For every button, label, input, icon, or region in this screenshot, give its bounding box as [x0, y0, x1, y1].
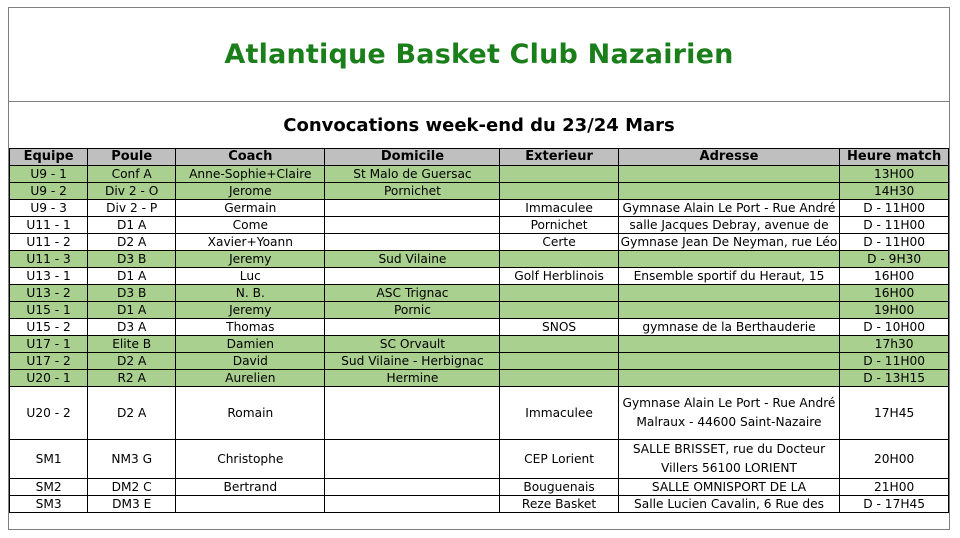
cell-exterieur: Bouguenais — [500, 479, 618, 496]
cell-domicile — [325, 479, 500, 496]
cell-adresse: Gymnase Jean De Neyman, rue Léo — [618, 234, 840, 251]
cell-exterieur — [500, 251, 618, 268]
cell-exterieur — [500, 285, 618, 302]
cell-coach — [176, 496, 325, 513]
cell-heure: D - 17H45 — [840, 496, 949, 513]
cell-heure: 13H00 — [840, 166, 949, 183]
cell-domicile — [325, 234, 500, 251]
cell-equipe: U9 - 1 — [10, 166, 88, 183]
cell-exterieur: SNOS — [500, 319, 618, 336]
cell-adresse: salle Jacques Debray, avenue de — [618, 217, 840, 234]
cell-exterieur: CEP Lorient — [500, 440, 618, 479]
cell-domicile — [325, 387, 500, 440]
club-title: Atlantique Basket Club Nazairien — [224, 39, 734, 70]
cell-equipe: SM1 — [10, 440, 88, 479]
cell-exterieur: Immaculee — [500, 200, 618, 217]
cell-heure: D - 11H00 — [840, 200, 949, 217]
table-row — [10, 183, 949, 200]
schedule-sheet — [8, 7, 950, 530]
cell-poule: Elite B — [88, 336, 176, 353]
table-row — [10, 319, 949, 336]
cell-exterieur: Pornichet — [500, 217, 618, 234]
cell-heure: 17h30 — [840, 336, 949, 353]
col-header-poule: Poule — [88, 149, 176, 166]
cell-domicile — [325, 268, 500, 285]
cell-equipe: U11 - 1 — [10, 217, 88, 234]
cell-heure: D - 9H30 — [840, 251, 949, 268]
cell-exterieur: Golf Herblinois — [500, 268, 618, 285]
cell-domicile: Pornic — [325, 302, 500, 319]
cell-adresse — [618, 166, 840, 183]
cell-poule: Div 2 - P — [88, 200, 176, 217]
cell-domicile: Sud Vilaine - Herbignac — [325, 353, 500, 370]
cell-heure: 16H00 — [840, 285, 949, 302]
cell-poule: D2 A — [88, 387, 176, 440]
cell-equipe: U20 - 1 — [10, 370, 88, 387]
cell-coach: Jeremy — [176, 251, 325, 268]
cell-adresse — [618, 183, 840, 200]
cell-equipe: U11 - 2 — [10, 234, 88, 251]
cell-coach: N. B. — [176, 285, 325, 302]
table-header-row — [10, 149, 949, 166]
col-header-domicile: Domicile — [325, 149, 500, 166]
cell-heure: D - 11H00 — [840, 234, 949, 251]
cell-adresse: Gymnase Alain Le Port - Rue André — [618, 200, 840, 217]
cell-poule: D3 A — [88, 319, 176, 336]
table-row — [10, 268, 949, 285]
cell-adresse: SALLE BRISSET, rue du Docteur Villers 56100 LORIENT — [618, 440, 840, 479]
cell-adresse: Gymnase Alain Le Port - Rue André Malraux - 44600 Saint-Nazaire — [618, 387, 840, 440]
cell-domicile — [325, 496, 500, 513]
cell-heure: 17H45 — [840, 387, 949, 440]
cell-domicile: St Malo de Guersac — [325, 166, 500, 183]
cell-exterieur — [500, 370, 618, 387]
cell-heure: D - 11H00 — [840, 217, 949, 234]
cell-exterieur — [500, 166, 618, 183]
cell-coach: Luc — [176, 268, 325, 285]
table-row — [10, 496, 949, 513]
cell-equipe: SM2 — [10, 479, 88, 496]
cell-poule: DM2 C — [88, 479, 176, 496]
cell-domicile — [325, 440, 500, 479]
cell-poule: D1 A — [88, 217, 176, 234]
table-row — [10, 353, 949, 370]
cell-coach: Romain — [176, 387, 325, 440]
cell-heure: D - 10H00 — [840, 319, 949, 336]
cell-equipe: U20 - 2 — [10, 387, 88, 440]
table-row — [10, 285, 949, 302]
cell-exterieur: Immaculee — [500, 387, 618, 440]
cell-equipe: U17 - 1 — [10, 336, 88, 353]
cell-adresse — [618, 353, 840, 370]
cell-equipe: U15 - 2 — [10, 319, 88, 336]
cell-coach: David — [176, 353, 325, 370]
cell-adresse — [618, 336, 840, 353]
cell-domicile: Hermine — [325, 370, 500, 387]
table-row — [10, 200, 949, 217]
title-box — [9, 8, 949, 102]
cell-poule: Conf A — [88, 166, 176, 183]
cell-poule: D1 A — [88, 268, 176, 285]
cell-coach: Xavier+Yoann — [176, 234, 325, 251]
cell-coach: Aurelien — [176, 370, 325, 387]
cell-adresse — [618, 370, 840, 387]
table-row — [10, 479, 949, 496]
cell-coach: Jerome — [176, 183, 325, 200]
cell-coach: Thomas — [176, 319, 325, 336]
cell-exterieur — [500, 353, 618, 370]
cell-equipe: U13 - 2 — [10, 285, 88, 302]
cell-equipe: U9 - 2 — [10, 183, 88, 200]
cell-adresse — [618, 302, 840, 319]
cell-poule: DM3 E — [88, 496, 176, 513]
cell-coach: Bertrand — [176, 479, 325, 496]
table-row — [10, 336, 949, 353]
cell-exterieur — [500, 336, 618, 353]
table-row — [10, 370, 949, 387]
cell-poule: D3 B — [88, 285, 176, 302]
cell-poule: Div 2 - O — [88, 183, 176, 200]
table-row — [10, 251, 949, 268]
col-header-heure: Heure match — [840, 149, 949, 166]
table-row — [10, 440, 949, 479]
cell-poule: D3 B — [88, 251, 176, 268]
cell-exterieur — [500, 302, 618, 319]
col-header-equipe: Equipe — [10, 149, 88, 166]
cell-adresse: SALLE OMNISPORT DE LA — [618, 479, 840, 496]
cell-coach: Come — [176, 217, 325, 234]
cell-heure: 21H00 — [840, 479, 949, 496]
cell-domicile: Sud Vilaine — [325, 251, 500, 268]
cell-adresse — [618, 285, 840, 302]
cell-domicile: Pornichet — [325, 183, 500, 200]
table-row — [10, 234, 949, 251]
table-body — [10, 166, 949, 513]
cell-equipe: U11 - 3 — [10, 251, 88, 268]
schedule-table — [9, 148, 949, 513]
cell-adresse: Salle Lucien Cavalin, 6 Rue des — [618, 496, 840, 513]
col-header-coach: Coach — [176, 149, 325, 166]
cell-coach: Damien — [176, 336, 325, 353]
cell-coach: Jeremy — [176, 302, 325, 319]
table-row — [10, 166, 949, 183]
table-row — [10, 217, 949, 234]
cell-domicile: ASC Trignac — [325, 285, 500, 302]
cell-poule: D2 A — [88, 234, 176, 251]
table-row — [10, 387, 949, 440]
cell-domicile — [325, 217, 500, 234]
cell-poule: NM3 G — [88, 440, 176, 479]
cell-heure: 19H00 — [840, 302, 949, 319]
col-header-adresse: Adresse — [618, 149, 840, 166]
table-row — [10, 302, 949, 319]
cell-poule: D1 A — [88, 302, 176, 319]
cell-poule: D2 A — [88, 353, 176, 370]
cell-poule: R2 A — [88, 370, 176, 387]
col-header-exterieur: Exterieur — [500, 149, 618, 166]
cell-exterieur: Certe — [500, 234, 618, 251]
cell-heure: D - 11H00 — [840, 353, 949, 370]
cell-adresse: Ensemble sportif du Heraut, 15 — [618, 268, 840, 285]
cell-equipe: U13 - 1 — [10, 268, 88, 285]
cell-heure: 16H00 — [840, 268, 949, 285]
cell-equipe: U15 - 1 — [10, 302, 88, 319]
cell-heure: 20H00 — [840, 440, 949, 479]
cell-adresse: gymnase de la Berthauderie — [618, 319, 840, 336]
cell-heure: 14H30 — [840, 183, 949, 200]
cell-coach: Germain — [176, 200, 325, 217]
cell-exterieur: Reze Basket — [500, 496, 618, 513]
cell-domicile — [325, 200, 500, 217]
schedule-subtitle: Convocations week-end du 23/24 Mars — [283, 114, 675, 136]
cell-coach: Anne-Sophie+Claire — [176, 166, 325, 183]
cell-equipe: SM3 — [10, 496, 88, 513]
cell-equipe: U9 - 3 — [10, 200, 88, 217]
cell-domicile — [325, 319, 500, 336]
cell-equipe: U17 - 2 — [10, 353, 88, 370]
cell-adresse — [618, 251, 840, 268]
cell-exterieur — [500, 183, 618, 200]
cell-domicile: SC Orvault — [325, 336, 500, 353]
cell-heure: D - 13H15 — [840, 370, 949, 387]
cell-coach: Christophe — [176, 440, 325, 479]
